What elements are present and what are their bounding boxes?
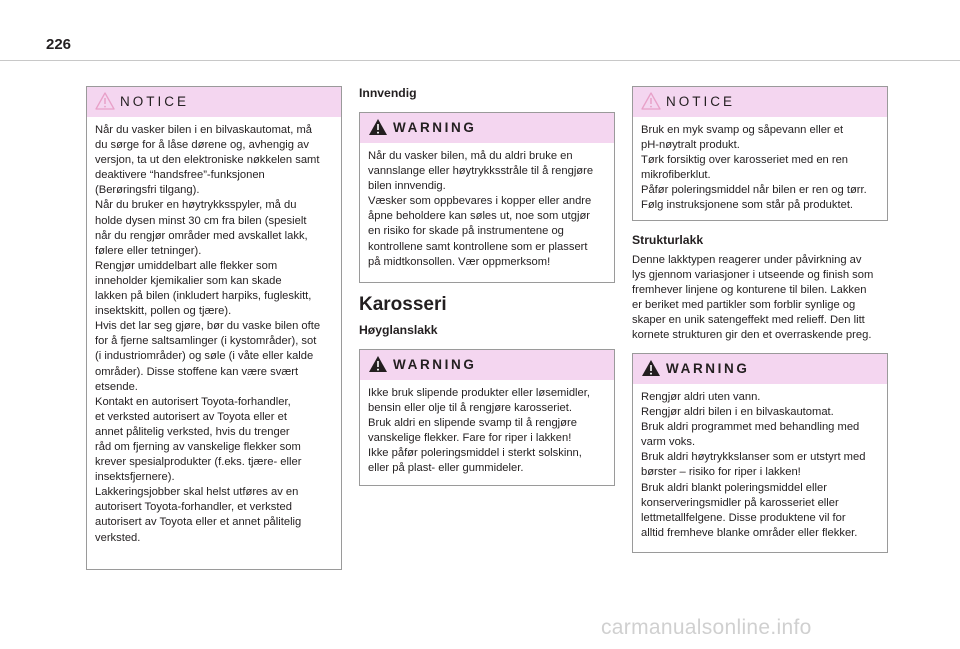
text-line: bilen innvendig. [368, 180, 446, 193]
notice-triangle-icon [95, 92, 115, 110]
warning-body [360, 380, 614, 483]
text-line: lettmetallfelgene. Disse produktene vil for [641, 511, 846, 524]
text-line: pH-nøytralt produkt. [641, 139, 740, 152]
text-line: vannslange eller høytrykksstråle til å rengjøre [368, 165, 594, 178]
notice-title: NOTICE [120, 94, 190, 109]
text-line: autorisert av Toyota eller et annet pålitelig [95, 516, 302, 529]
text-line: Tørk forsiktig over karosseriet med en ren [641, 154, 849, 167]
notice-triangle-icon [641, 92, 661, 110]
notice-box-right [632, 86, 888, 221]
text-line: Rengjør aldri bilen i en bilvaskautomat. [641, 406, 834, 419]
text-line: Påfør poleringsmiddel når bilen er ren og tørr. [641, 184, 867, 197]
warning-header [633, 354, 887, 384]
heading-strukturlakk: Strukturlakk [632, 233, 704, 247]
notice-header [633, 87, 887, 117]
text-line: Denne lakktypen reagerer under påvirkning av [632, 254, 862, 266]
text-line: alltid fremheve blanke områder eller flekker. [641, 526, 858, 539]
text-line: børster – risiko for riper i lakken! [641, 466, 801, 479]
text-line: for å fjerne saltsamlinger (i kystområder), sot [95, 335, 317, 348]
warning-box-interior [359, 112, 615, 283]
watermark: carmanualsonline.info [601, 616, 812, 639]
warning-box-structure [632, 353, 888, 553]
text-line: etsende. [95, 380, 138, 393]
heading-innvendig: Innvendig [359, 86, 417, 100]
text-line: annet pålitelig verksted, hvis du trenger [95, 425, 290, 438]
text-line: holde dysen minst 30 cm fra bilen (spesielt [95, 214, 307, 227]
text-line: Bruk aldri blankt poleringsmiddel eller [641, 481, 827, 494]
text-line: krever spesialprodukter (f.eks. tjære- eller [95, 456, 302, 469]
text-line: Væsker som oppbevares i kopper eller andre [368, 195, 592, 208]
text-line: når du rengjør områder med avskallet lakk, [95, 229, 308, 242]
warning-box-gloss [359, 349, 615, 486]
text-line: Bruk en myk svamp og såpevann eller et [641, 124, 844, 136]
text-line: et verksted autorisert av Toyota eller et [95, 410, 287, 423]
warning-triangle-icon [368, 355, 388, 373]
text-line: insektsfjernere). [95, 471, 175, 484]
strukturlakk-paragraph [632, 253, 892, 344]
text-line: Bruk aldri en slipende svamp til å rengjøre [368, 417, 577, 430]
text-line: åpne beholdere kan søles ut, noe som utgjør [368, 210, 591, 223]
heading-karosseri: Karosseri [359, 294, 447, 315]
warning-body [360, 143, 614, 276]
warning-title: WARNING [666, 361, 750, 376]
text-line: konserveringsmidler på karosseriet eller [641, 496, 839, 509]
text-line: på midtkonsollen. Vær oppmerksom! [368, 255, 551, 268]
text-line: Følg instruksjonene som står på produktet. [641, 199, 854, 212]
text-line: Rengjør umiddelbart alle flekker som [95, 259, 278, 272]
warning-header [360, 350, 614, 380]
notice-body [633, 117, 887, 220]
text-line: mikrofiberklut. [641, 169, 711, 182]
warning-triangle-icon [368, 118, 388, 136]
warning-header [360, 113, 614, 143]
text-line: skaper en unik satengeffekt med relieff. Den litt [632, 314, 865, 327]
warning-body [633, 384, 887, 547]
text-line: verksted. [95, 531, 141, 544]
text-line: (Berøringsfri tilgang). [95, 184, 200, 197]
warning-title: WARNING [393, 357, 477, 372]
text-line: (i industriområder) og søle (i våte eller kalde [95, 350, 314, 363]
text-line: Lakkeringsjobber skal helst utføres av en [95, 486, 299, 499]
warning-title: WARNING [393, 120, 477, 135]
text-line: lakken på bilen (inkludert harpiks, fugleskitt, [95, 290, 312, 303]
warning-triangle-icon [641, 359, 661, 377]
text-line: Når du bruker en høytrykksspyler, må du [95, 199, 297, 212]
text-line: en risiko for skade på instrumentene og [368, 225, 564, 238]
text-line: eller på plast- eller gummideler. [368, 462, 524, 475]
text-line: varm voks. [641, 436, 696, 449]
text-line: Bruk aldri høytrykkslanser som er utstyrt med [641, 451, 866, 464]
page-number: 226 [46, 36, 72, 53]
text-line: versjon, ta ut den elektroniske nøkkelen samt [95, 154, 320, 167]
text-line: deaktivere “handsfree”-funksjonen [95, 169, 265, 182]
text-line: råd om fjerning av vanskelige flekker som [95, 440, 301, 453]
text-line: Bruk aldri programmet med behandling med [641, 421, 860, 434]
text-line: Når du vasker bilen i en bilvaskautomat, må [95, 124, 313, 136]
text-line: autorisert Toyota-forhandler, et verksted [95, 501, 292, 514]
text-line: insektskitt, pollen og tjære). [95, 305, 232, 318]
text-line: Hvis det lar seg gjøre, bør du vaske bilen ofte [95, 320, 321, 333]
text-line: fremhever linjene og konturene til bilen. Lakken [632, 284, 867, 297]
text-line: inneholder kjemikalier som kan skade [95, 274, 282, 287]
text-line: bensin eller olje til å rengjøre karosseriet. [368, 402, 572, 415]
text-line: områder). Disse stoffene kan være svært [95, 365, 299, 378]
top-divider [0, 60, 960, 61]
text-line: lys gjennom variasjoner i utseende og finish som [632, 269, 874, 282]
text-line: du sørge for å låse dørene og, avhengig av [95, 139, 309, 152]
heading-hoyglanslakk: Høyglanslakk [359, 323, 438, 337]
text-line: Ikke påfør poleringsmiddel i sterkt solskinn, [368, 447, 582, 460]
notice-title: NOTICE [666, 94, 736, 109]
text-line: kornete strukturen gir den et overraskende preg. [632, 329, 872, 342]
text-line: kontrollene samt kontrollene som er plassert [368, 240, 588, 253]
text-line: følere eller tetninger). [95, 244, 202, 257]
text-line: vanskelige flekker. Fare for riper i lakken! [368, 432, 572, 445]
text-line: Når du vasker bilen, må du aldri bruke en [368, 150, 573, 162]
notice-body [87, 117, 341, 552]
text-line: Ikke bruk slipende produkter eller løsemidler, [368, 387, 590, 399]
text-line: er beriket med partikler som forblir synlige og [632, 299, 856, 312]
notice-box-left [86, 86, 342, 570]
notice-header [87, 87, 341, 117]
text-line: Rengjør aldri uten vann. [641, 391, 761, 403]
text-line: Kontakt en autorisert Toyota-forhandler, [95, 395, 291, 408]
